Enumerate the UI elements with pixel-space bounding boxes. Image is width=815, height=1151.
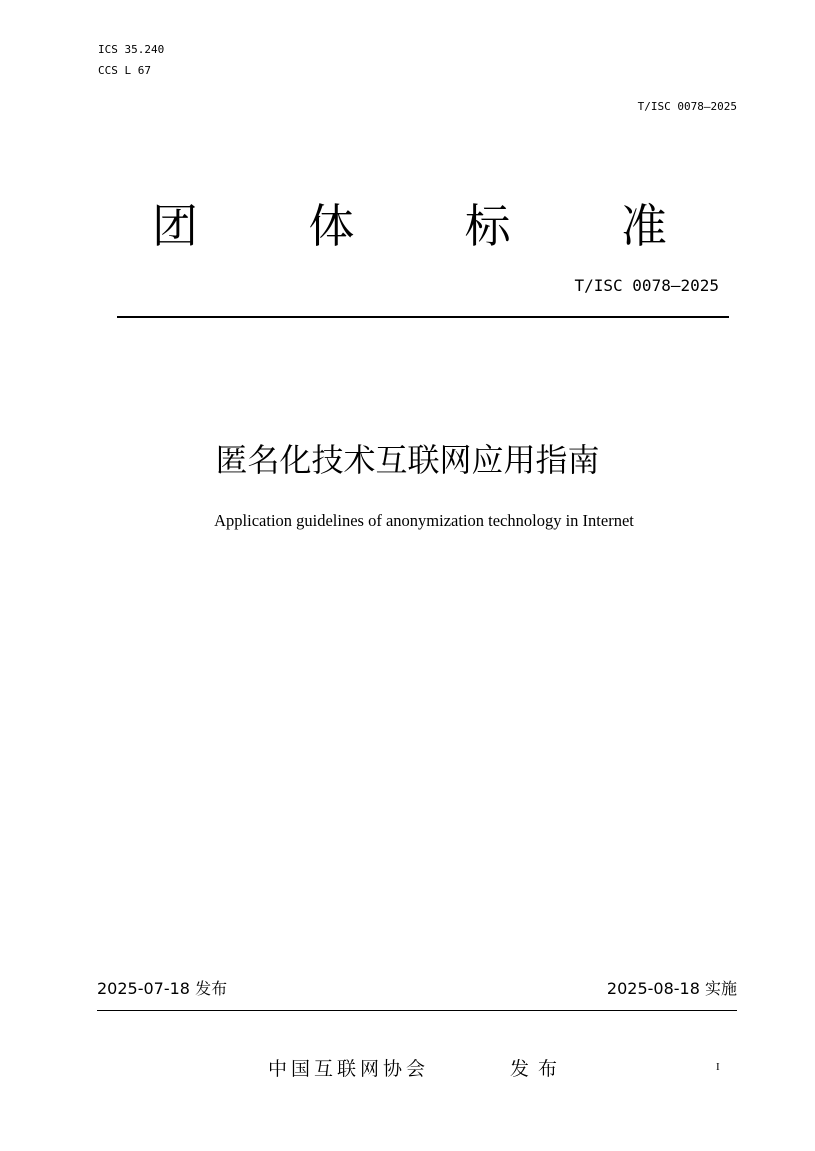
bottom-divider bbox=[97, 1010, 737, 1011]
standard-type-heading bbox=[152, 196, 667, 256]
standard-type-char: 团 bbox=[152, 199, 198, 253]
standard-type-char: 准 bbox=[620, 199, 667, 253]
document-title-chinese: 匿名化技术互联网应用指南 bbox=[215, 441, 600, 479]
publish-label: 发布 bbox=[510, 1058, 567, 1080]
top-divider bbox=[117, 316, 729, 318]
ccs-code: CCS L 67 bbox=[98, 64, 151, 77]
standard-type-char: 体 bbox=[308, 199, 355, 253]
standard-type-char: 标 bbox=[464, 199, 511, 253]
document-code-header: T/ISC 0078—2025 bbox=[637, 100, 737, 113]
page-number: I bbox=[716, 1061, 720, 1073]
publisher-name: 中国互联网协会 bbox=[268, 1058, 430, 1080]
issue-date: 2025-07-18 发布 bbox=[97, 979, 228, 998]
ics-code: ICS 35.240 bbox=[98, 43, 165, 56]
standard-code: T/ISC 0078—2025 bbox=[574, 276, 719, 295]
document-title-english: Application guidelines of anonymization technology in Internet bbox=[214, 511, 634, 530]
effective-date: 2025-08-18 实施 bbox=[606, 979, 737, 998]
